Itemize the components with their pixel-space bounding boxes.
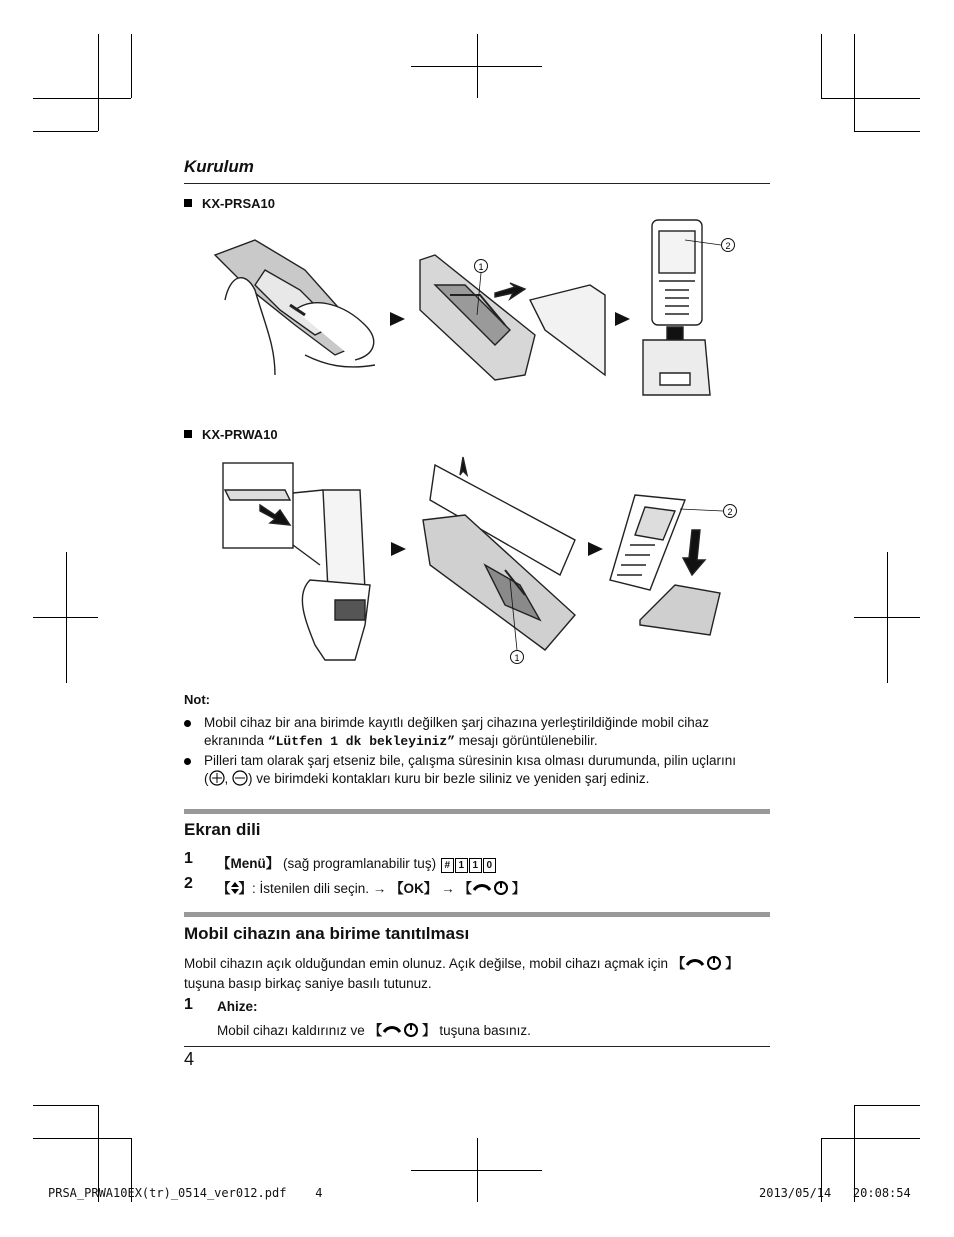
place-on-charger-drawing-2 (610, 495, 720, 635)
bullet-icon (184, 720, 191, 727)
svg-text:1: 1 (514, 653, 520, 663)
open-cover-drawing (223, 463, 370, 660)
ahize-text: Mobil cihazı kaldırınız ve 【 】 tuşuna basınız. (217, 1023, 531, 1038)
hash-key[interactable]: # (441, 858, 454, 873)
bullet-icon (184, 758, 191, 765)
prwa10-illustration (205, 445, 745, 670)
step-arrow-icon (615, 312, 630, 326)
up-down-arrow-icon[interactable] (231, 882, 239, 894)
print-footer-left: PRSA_PRWA10EX(tr)_0514_ver012.pdf 4 (48, 1186, 323, 1200)
step-arrow-icon (391, 542, 406, 556)
square-bullet-icon (184, 430, 192, 438)
model-label-prsa10: KX-PRSA10 (184, 196, 275, 211)
step-arrow-icon (390, 312, 405, 326)
place-on-charger-drawing (643, 220, 710, 395)
minus-terminal-icon (232, 770, 248, 786)
footer-rule (184, 1046, 770, 1047)
print-footer-right: 2013/05/14 20:08:54 (759, 1186, 911, 1200)
off-power-key-icon[interactable] (685, 955, 725, 971)
header-rule (184, 183, 770, 184)
svg-text:1: 1 (478, 262, 484, 272)
remove-cover-drawing (215, 240, 375, 375)
note-item-2: Pilleri tam olarak şarj etseniz bile, çalışma süresinin kısa olması durumunda, pilin uçlarını ( , ) ve birimdeki kontakları kuru bir bezle siliniz ve yeniden şarj ediniz. (184, 752, 774, 788)
off-power-key-icon[interactable] (472, 880, 512, 896)
ekran-dili-heading: Ekran dili (184, 820, 261, 839)
section-rule (184, 809, 770, 814)
off-power-key-icon[interactable] (382, 1022, 422, 1038)
note-item-1: Mobil cihaz bir ana birimde kayıtlı değilken şarj cihazına yerleştirildiğinde mobil cihaz ekranında “Lütfen 1 dk bekleyiniz” mesajı görüntülenebilir. (184, 714, 774, 751)
digit-key[interactable]: 1 (455, 858, 468, 873)
ok-key[interactable]: 【OK】 (390, 881, 438, 896)
section-title: Kurulum (184, 157, 254, 176)
insert-battery-drawing (420, 255, 605, 380)
square-bullet-icon (184, 199, 192, 207)
menu-key[interactable]: 【Menü】 (217, 856, 280, 871)
step-number: 2 (184, 875, 193, 892)
svg-text:2: 2 (727, 507, 733, 517)
digit-key[interactable]: 1 (469, 858, 482, 873)
model-label-prwa10: KX-PRWA10 (184, 427, 278, 442)
ahize-label: Ahize: (217, 999, 258, 1014)
callout-2-prwa (680, 505, 737, 518)
digit-key[interactable]: 0 (483, 858, 496, 873)
page-number: 4 (184, 1049, 195, 1069)
mobil-cihaz-heading: Mobil cihazın ana birime tanıtılması (184, 924, 470, 943)
note-title: Not: (184, 692, 210, 707)
ekran-step-1: 【Menü】 (sağ programlanabilir tuş) # 1 1 0 (217, 852, 496, 873)
svg-text:2: 2 (725, 241, 731, 251)
step-arrow-icon (588, 542, 603, 556)
mobil-intro: Mobil cihazın açık olduğundan emin olunuz. Açık değilse, mobil cihazı açmak için 【 】 tuşuna basıp birkaç saniye basılı tutunuz. (184, 956, 739, 991)
prsa10-illustration (205, 215, 735, 400)
plus-terminal-icon (209, 770, 225, 786)
step-number: 1 (184, 996, 193, 1013)
step-number: 1 (184, 850, 193, 867)
ekran-step-2: 【 】: İstenilen dili seçin. → 【OK】 → 【 】 (217, 881, 526, 896)
insert-battery-drawing-2 (423, 457, 575, 650)
section-rule (184, 912, 770, 917)
